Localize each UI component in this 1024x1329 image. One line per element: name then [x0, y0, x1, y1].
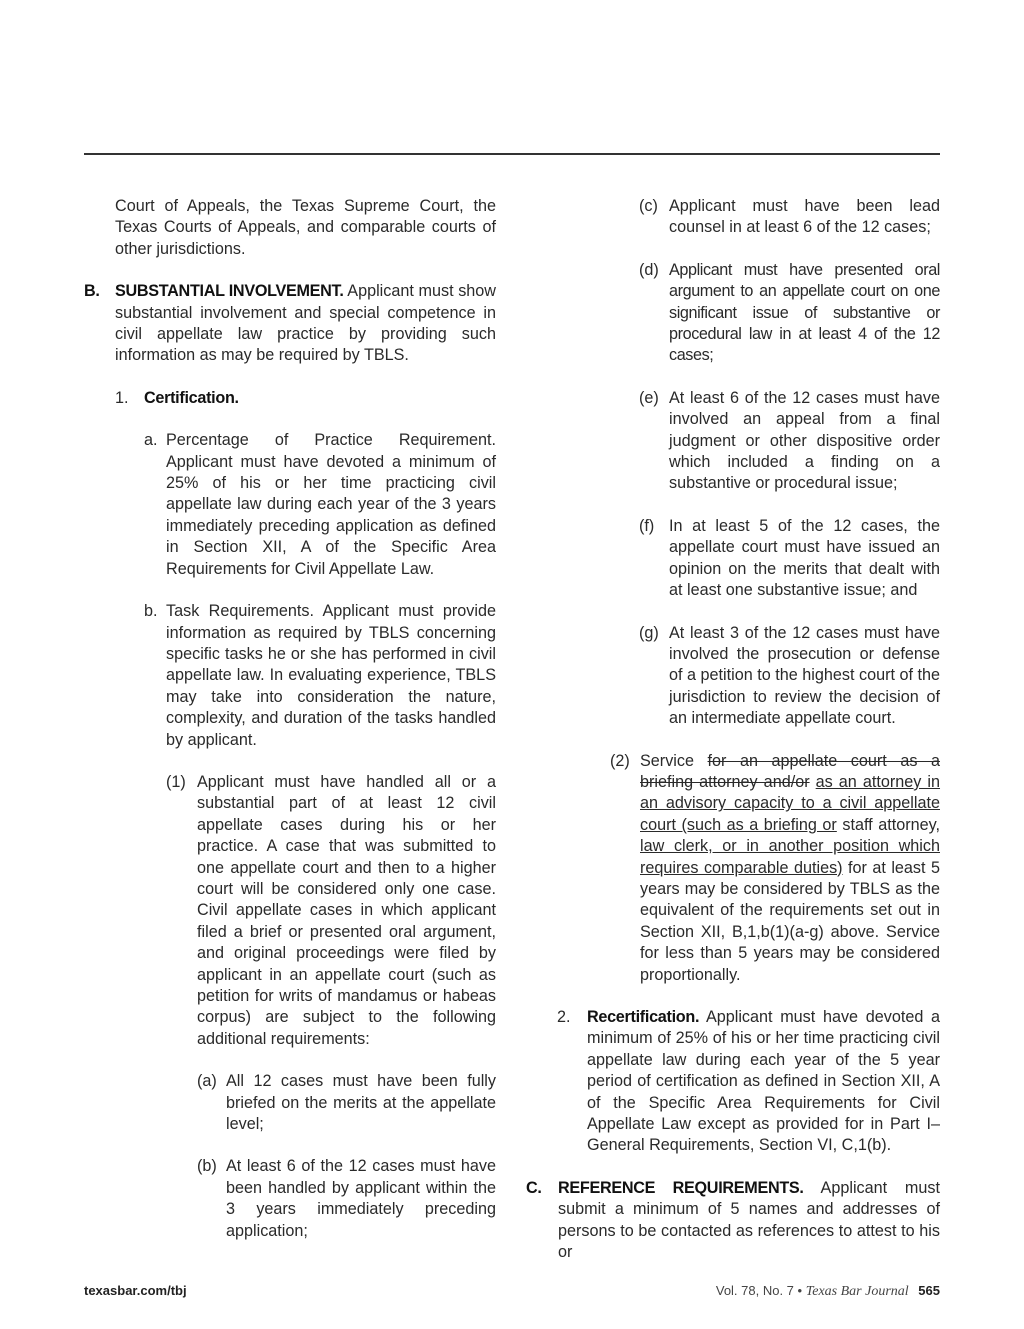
footer-website: texasbar.com/tbj — [84, 1283, 187, 1298]
footer-page-number: 565 — [918, 1283, 940, 1298]
item-2-text-3: for at least 5 years may be considered by TBLS as the equivalent of the requirements set out in Section XII, B,1,b(1)(a-g) above. Service for less than 5 years may be considered proportionally. — [640, 858, 940, 984]
item-1e-text: At least 6 of the 12 cases must have involved an appeal from a final judgment or other dispositive order which included a finding on a substantive or procedural issue; — [669, 388, 940, 493]
section-b-text: Applicant must show substantial involvement and special competence in civil appellate law practice by providing such information as may be required by TBLS. — [115, 282, 496, 365]
recertification-text: Applicant must have devoted a minimum of 25% of his or her time practicing civil appellate law during each year of the 5 year period of certification as defined in Section XII, A of the Specific Area Requirements for Civil Appellate Law except as provided for in Part I–General Requirements, Section VI, C,1(b). — [587, 1008, 940, 1155]
section-c-label: C. — [526, 1178, 542, 1197]
footer-bullet: • — [797, 1283, 803, 1298]
item-1a-label: (a) — [197, 1072, 217, 1091]
footer-citation — [716, 1283, 940, 1300]
item-1e-label: (e) — [639, 388, 659, 407]
item-1f — [526, 516, 940, 602]
section-b-heading: SUBSTANTIAL INVOLVEMENT. — [115, 282, 344, 301]
item-1g-label: (g) — [639, 623, 659, 642]
item-1e — [526, 388, 940, 495]
section-c-heading: REFERENCE REQUIREMENTS. — [558, 1178, 804, 1197]
item-1c — [526, 196, 940, 239]
recertification-number: 2. — [557, 1008, 571, 1026]
header-rule — [84, 153, 940, 155]
recertification — [526, 1007, 940, 1157]
section-b — [84, 281, 496, 367]
section-c-text: Applicant must submit a minimum of 5 names and addresses of persons to be contacted as references to attest to his or — [558, 1178, 941, 1262]
certification-heading: Certification. — [144, 388, 239, 407]
item-1g-text: At least 3 of the 12 cases must have involved the prosecution or defense of a petition to the highest court of the jurisdiction to review the decision of an intermediate appellate court. — [669, 623, 940, 728]
item-1c-text: Applicant must have been lead counsel in at least 6 of the 12 cases; — [669, 197, 940, 237]
item-1 — [84, 772, 496, 1050]
recertification-heading: Recertification. — [587, 1008, 700, 1026]
item-a-label: a. — [144, 431, 158, 450]
item-1c-label: (c) — [639, 197, 658, 215]
footer-volume: Vol. 78, No. 7 — [715, 1283, 794, 1298]
item-1-label: (1) — [166, 772, 186, 791]
footer-journal-name: Texas Bar Journal — [805, 1284, 909, 1299]
item-1b-label: (b) — [197, 1157, 217, 1176]
item-1b — [84, 1156, 496, 1242]
item-2-label: (2) — [610, 751, 630, 770]
item-b-text: Task Requirements. Applicant must provide information as required by TBLS concerning specific tasks he or she has performed in civil appellate law. In evaluating experience, TBLS may take into consideration the nature, complexity, and duration of the tasks handled by applicant. — [166, 602, 496, 749]
recertification-paragraph — [587, 1007, 940, 1157]
item-b — [84, 601, 496, 751]
certification-heading-block — [84, 388, 496, 409]
right-column — [526, 196, 940, 1263]
item-2-inserted-text-1: as an attorney in an advisory capacity to a civil appellate court (such as a briefing or — [640, 772, 941, 834]
item-1-text: Applicant must have handled all or a substantial part of at least 12 civil appellate cases during his or her practice. A case that was submitted to one appellate court and then to a higher court will be considered only one case. Civil appellate cases in which applicant filed a brief or presented oral argument, and original proceedings were filed by applicant in an appellate court (such as petition for writs of mandamus or habeas corpus) are subject to the following additional requirements: — [197, 772, 496, 1048]
intro-paragraph: Court of Appeals, the Texas Supreme Court, the Texas Courts of Appeals, and comparable courts of other jurisdictions. — [115, 197, 496, 258]
section-b-label: B. — [84, 282, 100, 301]
item-1d-text: Applicant must have presented oral argument to an appellate court on one significant issue of substantive or procedural law in at least 4 of the 12 cases; — [669, 260, 940, 365]
item-2-text-1: Service — [640, 751, 694, 770]
item-b-label: b. — [144, 602, 158, 621]
item-1f-text: In at least 5 of the 12 cases, the appellate court must have issued an opinion on the merits that dealt with at least one substantive issue; and — [669, 516, 940, 600]
section-b-paragraph — [115, 281, 496, 367]
item-1f-label: (f) — [639, 516, 655, 535]
item-2 — [526, 751, 940, 986]
item-2-inserted-text-2: , law clerk, or in another position which requires comparable duties) — [640, 815, 940, 877]
item-1a — [84, 1071, 496, 1135]
section-c-paragraph — [558, 1178, 940, 1264]
section-c — [526, 1178, 940, 1264]
item-1b-text: At least 6 of the 12 cases must have been handled by applicant within the 3 years immediately preceding application; — [226, 1157, 496, 1240]
item-1d-label: (d) — [639, 260, 659, 279]
item-1g — [526, 623, 940, 730]
certification-number: 1. — [115, 388, 129, 407]
item-a — [84, 430, 496, 580]
item-2-text-2: staff attorney — [842, 815, 936, 834]
item-2-struck-text: for an appellate court as a briefing attorney and/or — [640, 751, 940, 791]
item-2-paragraph — [640, 751, 940, 986]
item-a-text: Percentage of Practice Requirement. Applicant must have devoted a minimum of 25% of his or her time practicing civil appellate law during each year of the 3 years immediately preceding application as defined in Section XII, A of the Specific Area Requirements for Civil Appellate Law. — [166, 431, 496, 578]
item-1a-text: All 12 cases must have been fully briefed on the merits at the appellate level; — [226, 1072, 496, 1134]
item-1d — [526, 260, 940, 367]
left-column — [84, 196, 496, 1242]
